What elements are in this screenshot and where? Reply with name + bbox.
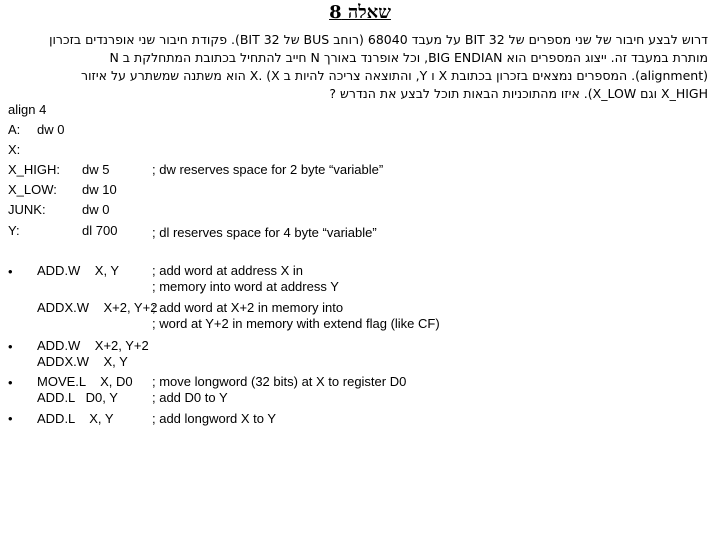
question-title: שאלה 8: [329, 2, 391, 23]
option-4-bullet: •: [8, 411, 13, 426]
value-a: dw 0: [37, 122, 65, 137]
value-x-high: dw 5: [82, 162, 110, 177]
label-x: X:: [8, 142, 21, 157]
option-4-comment-1: ; add longword X to Y: [152, 411, 277, 426]
value-x-low: dw 10: [82, 182, 117, 197]
value-y: dl 700: [82, 223, 118, 238]
option-2-bullet: •: [8, 339, 13, 354]
question-text-line-4: X_HIGH וגם X_LOW). איזו מהתוכניות הבאות תוכל לבצע את הנדרש ?: [329, 86, 708, 101]
option-3-comment-1: ; move longword (32 bits) at X to register D0: [152, 374, 407, 389]
option-1-comment-4: ; word at Y+2 in memory with extend flag (like CF): [152, 316, 440, 331]
label-y: Y:: [8, 223, 20, 238]
option-4-line-1: ADD.L X, Y: [37, 411, 114, 426]
option-3-line-1: MOVE.L X, D0: [37, 374, 133, 389]
option-3-comment-2: ; add D0 to Y: [152, 390, 228, 405]
option-1-comment-3: ; add word at X+2 in memory into: [152, 300, 344, 315]
label-x-high: X_HIGH:: [8, 162, 61, 177]
value-junk: dw 0: [82, 202, 110, 217]
option-1-comment-2: ; memory into word at address Y: [152, 279, 339, 294]
option-1-line-1: ADD.W X, Y: [37, 263, 120, 278]
option-2-line-1: ADD.W X+2, Y+2: [37, 338, 149, 353]
option-1-line-2: ADDX.W X+2, Y+2: [37, 300, 158, 315]
question-text-line-3: (alignment). המספרים נמצאים בזכרון בכתובת X ו Y, והתוצאה צריכה להיות ב X. (X הוא משתנה שמשתרע על איזור: [81, 68, 708, 83]
option-1-bullet: •: [8, 264, 13, 279]
label-a: A:: [8, 122, 21, 137]
option-3-bullet: •: [8, 375, 13, 390]
question-text-line-2: מותרת במעבד זה. ייצוג המספרים הוא BIG ENDIAN, וכל אופרנד באורך N חייב להתחיל בכתובת המתחלקת ב N: [109, 50, 708, 65]
align-directive: align 4: [8, 102, 47, 117]
comment-dw: ; dw reserves space for 2 byte “variable”: [152, 162, 384, 177]
label-junk: JUNK:: [8, 202, 46, 217]
option-1-comment-1: ; add word at address X in: [152, 263, 304, 278]
question-text-line-1: דרוש לבצע חיבור של שני מספרים של 32 BIT על מעבד 68040 (רוחב BUS של 32 BIT). פקודת חיבור שני אופרנדים בזכרון: [49, 32, 708, 47]
label-x-low: X_LOW:: [8, 182, 57, 197]
comment-dl: ; dl reserves space for 4 byte “variable”: [152, 225, 377, 240]
option-2-line-2: ADDX.W X, Y: [37, 354, 128, 369]
option-3-line-2: ADD.L D0, Y: [37, 390, 118, 405]
